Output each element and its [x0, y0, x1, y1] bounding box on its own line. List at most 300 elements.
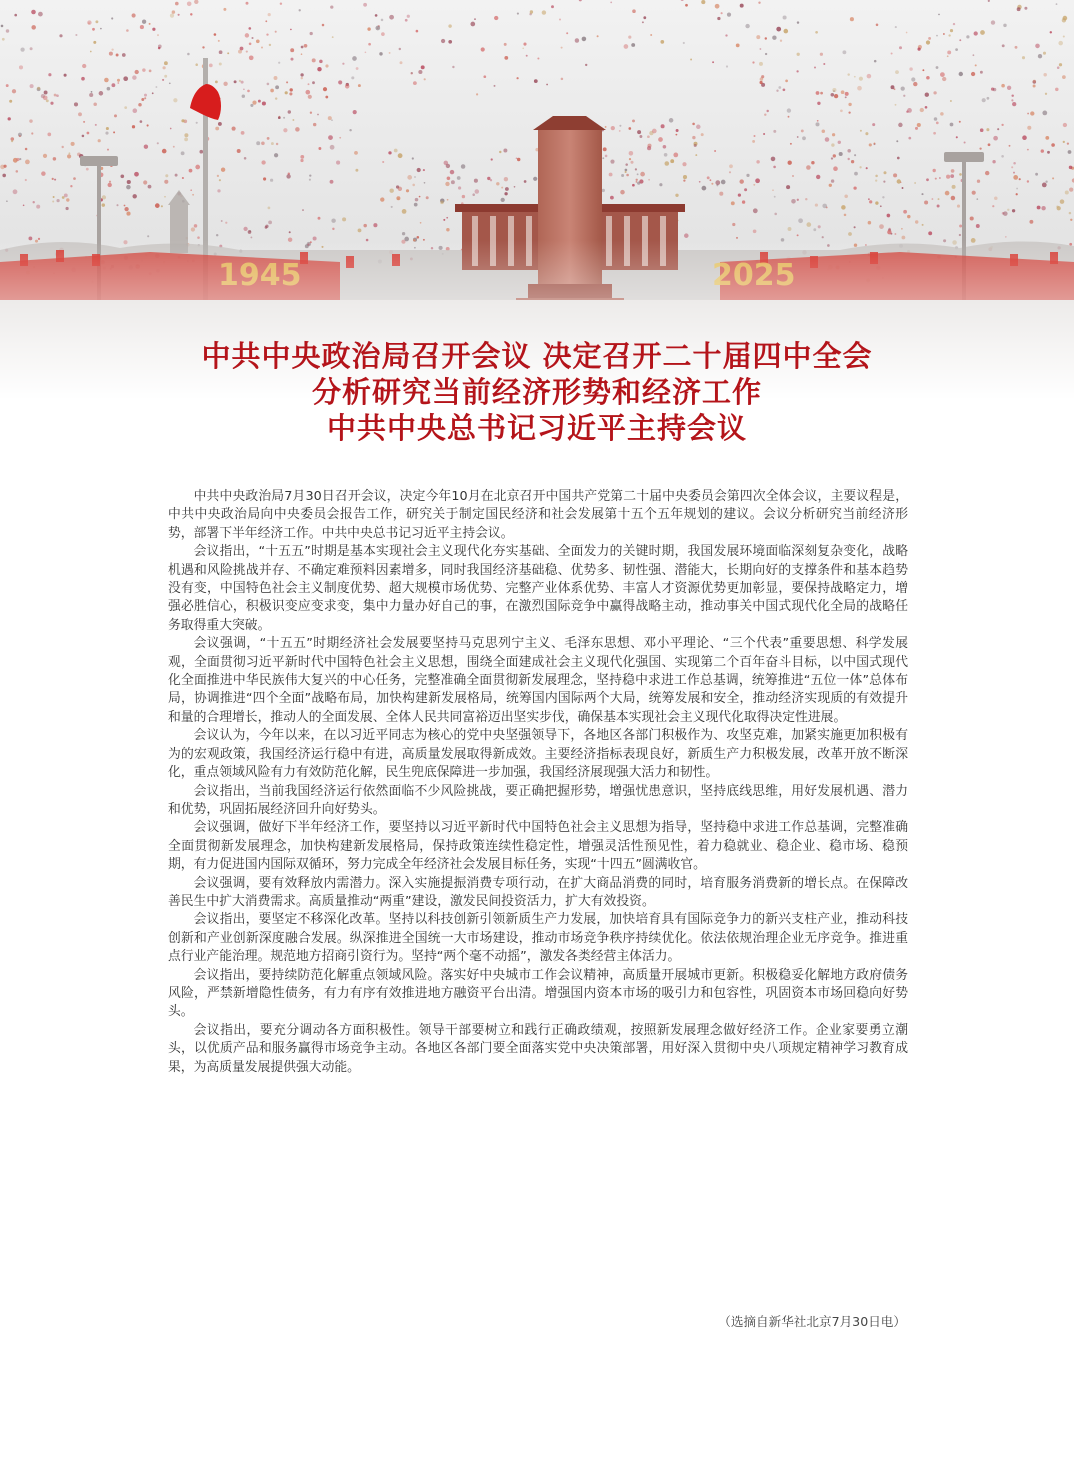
balloon — [882, 196, 884, 198]
balloon — [872, 123, 875, 126]
balloon — [1043, 73, 1046, 76]
balloon — [1012, 209, 1015, 212]
balloon — [164, 196, 166, 198]
balloon — [772, 36, 776, 40]
balloon — [746, 174, 749, 177]
balloon — [813, 228, 816, 231]
balloon — [926, 76, 930, 80]
balloon — [848, 103, 851, 106]
balloon — [258, 100, 261, 103]
balloon — [496, 182, 499, 185]
balloon — [345, 84, 350, 89]
balloon — [299, 9, 301, 11]
balloon — [412, 184, 415, 187]
balloon — [62, 146, 64, 148]
balloon — [368, 43, 371, 46]
balloon — [241, 131, 245, 135]
balloon — [1, 25, 4, 28]
balloon — [715, 4, 720, 9]
balloon — [91, 91, 93, 93]
balloon — [219, 50, 223, 54]
balloon — [501, 187, 503, 189]
balloon — [632, 184, 635, 187]
balloon — [218, 122, 222, 126]
balloon — [111, 48, 113, 50]
balloon — [948, 34, 950, 36]
balloon — [31, 10, 36, 15]
balloon — [934, 117, 938, 121]
balloon — [902, 236, 906, 240]
balloon — [945, 191, 950, 196]
balloon — [215, 127, 219, 131]
balloon — [631, 43, 635, 47]
balloon — [100, 28, 102, 30]
balloon — [6, 29, 9, 32]
balloon — [798, 218, 803, 223]
balloon — [444, 161, 449, 166]
balloon — [36, 205, 40, 209]
balloon — [197, 236, 200, 239]
balloon — [609, 173, 613, 177]
balloon — [979, 147, 981, 149]
balloon — [283, 128, 287, 132]
balloon — [620, 190, 625, 195]
paragraph: 会议指出，“十五五”时期是基本实现社会主义现代化夯实基础、全面发力的关键时期，我国发展环境面临深刻复杂变化，战略机遇和风险挑战并存、不确定难预料因素增多，同时我国经济基础稳、优势多、韧性强、潜能大，长期向好的支撑条件和基本趋势没有变，中国特色社会主义制度优势、超大规模市场优势、完整产业体系优势、丰富人才资源优势更加彰显，要保持战略定力，增强必胜信心，积极识变应变求变，集中力量办好自己的事，在激烈国际竞争中赢得战略主动，推动事关中国式现代化全局的战略任务取得重大突破。 — [168, 544, 908, 633]
balloon — [891, 52, 893, 54]
balloon — [854, 172, 858, 176]
balloon — [300, 155, 304, 159]
balloon — [155, 86, 157, 88]
balloon — [232, 127, 236, 131]
balloon — [860, 130, 862, 132]
balloon — [866, 167, 868, 169]
balloon — [847, 73, 849, 75]
balloon — [243, 227, 247, 231]
balloon — [815, 204, 818, 207]
balloon — [917, 47, 920, 50]
balloon — [773, 130, 776, 133]
balloon — [283, 117, 285, 119]
balloon — [87, 20, 91, 24]
balloon — [446, 228, 449, 231]
balloon — [1051, 143, 1055, 147]
balloon — [683, 175, 687, 179]
balloon — [280, 2, 282, 4]
balloon — [1017, 7, 1021, 11]
balloon — [157, 142, 159, 144]
balloon — [906, 110, 908, 112]
balloon — [736, 44, 740, 48]
balloon — [1063, 141, 1065, 143]
balloon — [1019, 178, 1021, 180]
balloon — [986, 128, 989, 131]
balloon — [853, 186, 856, 189]
balloon — [389, 52, 391, 54]
balloon — [816, 175, 820, 179]
balloon — [14, 14, 17, 17]
balloon — [107, 149, 109, 151]
balloon — [234, 80, 237, 83]
balloon — [619, 130, 621, 132]
balloon — [290, 48, 294, 52]
balloon — [95, 124, 97, 126]
balloon — [132, 75, 136, 79]
balloon — [248, 27, 251, 30]
balloon — [1037, 206, 1041, 210]
balloon — [117, 82, 119, 84]
balloon — [845, 96, 847, 98]
balloon — [959, 72, 963, 76]
balloon — [759, 62, 763, 66]
balloon — [729, 171, 731, 173]
balloon — [310, 112, 312, 114]
balloon — [318, 147, 321, 150]
balloon — [619, 125, 621, 127]
balloon — [184, 138, 188, 142]
balloon — [216, 234, 218, 236]
balloon — [624, 44, 629, 49]
balloon — [503, 149, 507, 153]
balloon — [310, 32, 313, 35]
balloon — [246, 2, 249, 5]
balloon — [1027, 126, 1031, 130]
balloon — [289, 92, 292, 95]
balloon — [227, 52, 229, 54]
balloon — [274, 153, 278, 157]
balloon — [854, 226, 856, 228]
balloon — [148, 185, 152, 189]
balloon — [1045, 181, 1047, 183]
balloon — [894, 88, 896, 90]
balloon — [925, 93, 929, 97]
balloon — [20, 47, 24, 51]
balloon — [964, 141, 966, 143]
balloon — [142, 68, 145, 71]
balloon — [901, 86, 905, 90]
balloon — [771, 157, 776, 162]
balloon — [874, 143, 876, 145]
balloon — [814, 66, 816, 68]
balloon — [73, 177, 76, 180]
balloon — [107, 87, 111, 91]
balloon — [93, 102, 97, 106]
balloon — [170, 13, 174, 17]
balloon — [773, 166, 776, 169]
balloon — [181, 119, 184, 122]
balloon — [993, 136, 998, 141]
headline — [0, 338, 1074, 446]
paragraph: 会议认为，今年以来，在以习近平同志为核心的党中央坚强领导下，各地区各部门积极作为、攻坚克难，加紧实施更加积极有为的宏观政策，我国经济运行稳中有进，高质量发展取得新成效。主要经济指标表现良好，新质生产力积极发展，改革开放不断深化，重点领域风险有力有效防范化解，民生兜底保障进一步加强，我国经济展现强大活力和韧性。 — [168, 728, 908, 781]
balloon — [523, 43, 526, 46]
balloon — [332, 228, 334, 230]
balloon — [526, 55, 528, 57]
balloon — [1042, 111, 1047, 116]
balloon — [648, 179, 650, 181]
balloon — [19, 65, 23, 69]
balloon — [714, 150, 716, 152]
balloon — [783, 88, 786, 91]
balloon — [642, 21, 644, 23]
balloon — [897, 179, 901, 183]
balloon — [736, 237, 738, 239]
balloon — [19, 158, 21, 160]
balloon — [756, 35, 760, 39]
balloon — [133, 108, 138, 113]
balloon — [805, 198, 807, 200]
balloon — [952, 185, 956, 189]
balloon — [921, 193, 923, 195]
balloon — [265, 226, 268, 229]
balloon — [1069, 166, 1072, 169]
balloon — [389, 15, 394, 20]
balloon — [975, 64, 977, 66]
balloon — [256, 141, 260, 145]
balloon — [19, 135, 21, 137]
balloon — [841, 90, 845, 94]
balloon — [806, 222, 811, 227]
balloon — [786, 185, 790, 189]
balloon — [38, 12, 43, 17]
balloon — [820, 53, 823, 56]
balloon — [244, 157, 247, 160]
balloon — [950, 100, 952, 102]
balloon — [924, 200, 928, 204]
balloon — [868, 221, 872, 225]
balloon — [1060, 199, 1065, 204]
balloon — [844, 195, 848, 199]
balloon — [64, 74, 67, 77]
balloon — [458, 186, 461, 189]
balloon — [744, 188, 747, 191]
balloon — [1005, 236, 1007, 238]
balloon — [365, 51, 367, 53]
balloon — [797, 234, 799, 236]
balloon — [625, 169, 628, 172]
balloon — [109, 181, 111, 183]
balloon — [271, 142, 274, 145]
balloon — [381, 32, 385, 36]
balloon — [195, 165, 200, 170]
balloon — [625, 171, 627, 173]
balloon — [764, 113, 766, 115]
balloon — [407, 15, 410, 18]
balloon — [840, 109, 843, 112]
balloon — [317, 67, 321, 71]
balloon — [915, 127, 918, 130]
balloon — [788, 227, 792, 231]
balloon — [65, 207, 68, 210]
balloon — [140, 120, 143, 123]
balloon — [288, 110, 291, 113]
balloon — [664, 153, 668, 157]
balloon — [831, 179, 834, 182]
balloon — [375, 14, 378, 17]
balloon — [899, 46, 902, 49]
balloon — [149, 70, 152, 73]
balloon — [144, 97, 146, 99]
balloon — [215, 80, 218, 83]
balloon — [54, 179, 56, 181]
balloon — [675, 134, 677, 136]
balloon — [859, 77, 863, 81]
balloon — [190, 189, 192, 191]
balloon — [753, 229, 757, 233]
balloon — [304, 44, 308, 48]
balloon — [98, 139, 101, 142]
balloon — [23, 204, 25, 206]
balloon — [868, 198, 870, 200]
balloon — [448, 40, 452, 44]
balloon — [1013, 172, 1015, 174]
balloon — [1007, 86, 1011, 90]
balloon — [1063, 123, 1067, 127]
balloon — [313, 236, 317, 240]
balloon — [66, 198, 69, 201]
balloon — [1050, 31, 1052, 33]
balloon — [815, 31, 818, 34]
balloon — [243, 88, 245, 90]
balloon — [517, 13, 519, 15]
headline-line-2: 分析研究当前经济形势和经济工作 — [311, 375, 762, 409]
balloon — [742, 200, 745, 203]
paragraph: 会议指出，要持续防范化解重点领域风险。落实好中央城市工作会议精神，高质量开展城市更新。积极稳妥化解地方政府债务风险，严禁新增隐性债务，有力有序有效推进地方融资平台出清。增强国内资本市场的吸引力和包容性，巩固资本市场回稳向好势头。 — [168, 967, 908, 1020]
balloon — [199, 150, 203, 154]
balloon — [1055, 88, 1058, 91]
balloon — [695, 154, 697, 156]
balloon — [415, 198, 419, 202]
balloon — [957, 205, 960, 208]
balloon — [628, 127, 631, 130]
balloon — [328, 116, 332, 120]
balloon — [1012, 102, 1016, 106]
balloon — [242, 94, 245, 97]
balloon — [701, 133, 704, 136]
balloon — [685, 4, 688, 7]
balloon — [164, 180, 168, 184]
balloon — [1045, 93, 1047, 95]
balloon — [379, 52, 382, 55]
balloon — [1043, 52, 1046, 55]
balloon — [43, 154, 47, 158]
balloon — [399, 48, 401, 50]
balloon — [325, 64, 328, 67]
balloon — [629, 151, 634, 156]
balloon — [363, 224, 366, 227]
balloon — [956, 136, 958, 138]
balloon — [388, 151, 391, 154]
balloon — [117, 79, 120, 82]
balloon — [898, 123, 902, 127]
balloon — [102, 203, 105, 206]
balloon — [70, 185, 72, 187]
balloon — [636, 179, 638, 181]
balloon — [940, 112, 944, 116]
balloon — [494, 16, 498, 20]
balloon — [192, 194, 194, 196]
balloon — [241, 81, 244, 84]
balloon — [875, 201, 878, 204]
balloon — [785, 80, 788, 83]
balloon — [414, 203, 418, 207]
balloon — [738, 193, 741, 196]
balloon — [358, 228, 362, 232]
balloon — [420, 222, 422, 224]
balloon — [699, 181, 701, 183]
balloon — [178, 14, 180, 16]
balloon — [603, 147, 607, 151]
balloon — [268, 13, 271, 16]
balloon — [953, 23, 955, 25]
balloon — [132, 194, 136, 198]
balloon — [847, 149, 851, 153]
balloon — [585, 64, 587, 66]
balloon — [551, 5, 554, 8]
balloon — [418, 70, 422, 74]
balloon — [78, 112, 82, 116]
balloon — [275, 31, 277, 33]
balloon — [157, 34, 159, 36]
balloon — [292, 119, 294, 121]
balloon — [637, 173, 639, 175]
balloon — [740, 4, 744, 8]
balloon — [278, 116, 281, 119]
balloon — [450, 170, 454, 174]
balloon — [332, 36, 334, 38]
balloon — [499, 151, 501, 153]
balloon — [330, 145, 335, 150]
balloon — [331, 119, 333, 121]
balloon — [943, 33, 945, 35]
balloon — [87, 132, 90, 135]
paragraph: 会议强调，要有效释放内需潜力。深入实施提振消费专项行动，在扩大商品消费的同时，培育服务消费新的增长点。在保障改善民生中扩大消费需求。高质量推动“两重”建设，激发民间投资活力，扩大有效投资。 — [168, 875, 908, 909]
balloon — [951, 169, 955, 173]
balloon — [841, 205, 846, 210]
balloon — [1030, 111, 1034, 115]
balloon — [833, 166, 838, 171]
balloon — [407, 175, 412, 180]
balloon — [635, 168, 637, 170]
balloon — [302, 209, 304, 211]
balloon — [972, 191, 976, 195]
balloon — [970, 216, 974, 220]
balloon — [880, 205, 882, 207]
balloon — [93, 41, 96, 44]
balloon — [451, 180, 455, 184]
balloon — [147, 235, 149, 237]
balloon — [476, 93, 478, 95]
balloon — [162, 79, 164, 81]
balloon — [413, 81, 417, 85]
balloon — [833, 154, 836, 157]
balloon — [196, 122, 198, 124]
balloon — [389, 188, 393, 192]
balloon — [936, 35, 938, 37]
balloon — [692, 136, 695, 139]
balloon — [933, 169, 936, 172]
balloon — [29, 119, 32, 122]
balloon — [817, 120, 819, 122]
balloon — [448, 24, 451, 27]
balloon — [937, 205, 940, 208]
balloon — [759, 48, 761, 50]
balloon — [285, 91, 288, 94]
balloon — [765, 37, 767, 39]
balloon — [105, 132, 108, 135]
balloon — [915, 220, 918, 223]
balloon — [894, 233, 896, 235]
balloon — [816, 91, 820, 95]
balloon — [330, 5, 333, 8]
